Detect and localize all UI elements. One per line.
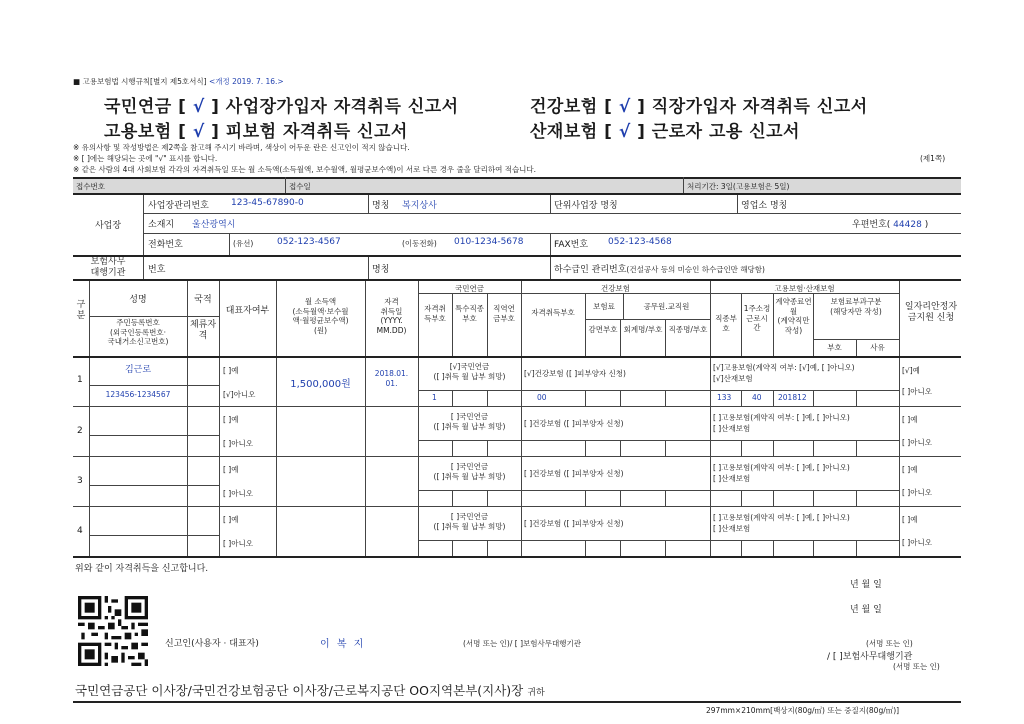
row-2-health-sub[interactable]: ([ ]피부양자 신청) <box>563 419 624 428</box>
row-2-pension-sub[interactable]: ([ ]취득 월 납부 희망) <box>433 422 506 431</box>
row-2-rep-yes[interactable]: [ ]예 <box>223 415 239 424</box>
row-3-rep-yes[interactable]: [ ]예 <box>223 465 239 474</box>
employment-check[interactable]: √ <box>192 122 205 142</box>
row-1-income[interactable]: 1,500,000원 <box>290 379 351 390</box>
col-h-code: 자격취득부호 <box>531 308 575 317</box>
row-1-support-no[interactable]: [ ]아니오 <box>902 387 932 396</box>
row-3-no: 3 <box>77 476 83 486</box>
revision-text: <개정 2019. 7. 16.> <box>208 77 284 86</box>
row-1-e-hours[interactable]: 40 <box>752 393 762 402</box>
col-rep: 대표자여부 <box>225 306 270 316</box>
row-1-acq-date-2: 01. <box>385 379 398 388</box>
row-4-support-no[interactable]: [ ]아니오 <box>902 538 932 547</box>
address-value[interactable]: 울산광역시 <box>192 220 236 230</box>
row-3-support-yes[interactable]: [ ]예 <box>902 465 918 474</box>
col-p-code: 자격취득부호 <box>424 304 446 323</box>
row-4-employ-sub[interactable]: (계약직 여부: [ ]예, [ ]아니오) <box>750 513 850 522</box>
col-employment: 고용보험·산재보험 <box>774 284 835 293</box>
workplace-name-label: 명칭 <box>372 201 390 211</box>
row-3-employ-check[interactable]: [ ]고용보험 <box>713 463 751 472</box>
postal-value[interactable]: 44428 <box>893 220 922 230</box>
note-1: ※ 유의사항 및 작성방법은 제2쪽을 참고해 주시기 바라며, 색상이 어두운 란은 신고인이 적지 않습니다. <box>73 143 410 152</box>
reporter-name[interactable]: 이 복 지 <box>320 639 366 650</box>
row-3-pension[interactable] <box>418 462 521 482</box>
health-check[interactable]: √ <box>618 97 631 117</box>
row-3-employ-sub[interactable]: (계약직 여부: [ ]예, [ ]아니오) <box>750 463 850 472</box>
addressee-suffix: 귀하 <box>527 688 545 698</box>
row-1-acq-date-1: 2018.01. <box>374 369 409 378</box>
row-3-pension-check[interactable]: [ ]국민연금 <box>450 462 489 471</box>
receipt-number-label: 접수번호 <box>76 182 105 191</box>
row-4-rep-no[interactable]: [ ]아니오 <box>223 539 253 548</box>
regulation-line <box>73 76 284 87</box>
col-e-contract-note: (계약직만작성) <box>777 316 810 335</box>
row-2-health-check[interactable]: [ ]건강보험 <box>524 419 562 428</box>
date-line-2[interactable]: 년 월 일 <box>850 605 882 615</box>
postal-close: ) <box>924 220 929 230</box>
row-1-accident-check[interactable]: [√]산재보험 <box>713 374 753 383</box>
row-2-support-yes[interactable]: [ ]예 <box>902 415 918 424</box>
title-employment <box>104 117 408 142</box>
col-h-teacher: 공무원.교직원 <box>643 302 690 311</box>
address-label: 소재지 <box>148 220 175 230</box>
branch-name-label: 영업소 명칭 <box>741 201 788 211</box>
row-1-pension-sub[interactable]: ([ ]취득 월 납부 희망) <box>433 372 506 381</box>
row-3-employ[interactable] <box>713 462 850 484</box>
col-pension: 국민연금 <box>455 284 484 293</box>
col-e-ins-title: 보험료부과구분 <box>830 297 882 306</box>
col-e-code: 부호 <box>827 343 842 352</box>
workplace-section-label: 사업장 <box>94 221 122 231</box>
agency-sign-1[interactable]: (서명 또는 인) <box>866 639 913 648</box>
fax-label: FAX번호 <box>554 240 589 250</box>
col-name: 성명 <box>129 295 147 305</box>
row-4-pension-check[interactable]: [ ]국민연금 <box>450 512 489 521</box>
title-health-rest: ] 직장가입자 자격취득 신고서 <box>637 97 868 117</box>
col-nationality: 국적 <box>194 295 212 305</box>
agency-name-label: 명칭 <box>372 265 390 275</box>
pension-check[interactable]: √ <box>192 97 205 117</box>
note-2: ※ [ ]에는 해당되는 곳에 "√" 표시를 합니다. <box>73 154 218 163</box>
row-1-name[interactable]: 김근로 <box>124 365 152 375</box>
row-2-rep-no[interactable]: [ ]아니오 <box>223 439 253 448</box>
row-4-accident-check[interactable]: [ ]산재보험 <box>713 524 751 533</box>
agency-number-label: 번호 <box>148 265 166 275</box>
row-4-health-sub[interactable]: ([ ]피부양자 신청) <box>563 519 624 528</box>
reporter-sign-note[interactable]: (서명 또는 인)/ [ ]보험사무대행기관 <box>463 639 581 648</box>
row-4-employ-check[interactable]: [ ]고용보험 <box>713 513 751 522</box>
row-3-rep-no[interactable]: [ ]아니오 <box>223 489 253 498</box>
row-4-health-check[interactable]: [ ]건강보험 <box>524 519 562 528</box>
agency-label <box>75 257 141 279</box>
mgmt-no-label: 사업장관리번호 <box>148 201 209 211</box>
col-e-ins-note: (해당자만 작성) <box>830 307 882 316</box>
title-health <box>530 92 868 117</box>
col-rrn-sub1: (외국인등록번호· <box>109 327 167 337</box>
row-3-pension-sub[interactable]: ([ ]취득 월 납부 희망) <box>433 472 506 481</box>
title-pension-label: 국민연금 [ <box>104 97 187 117</box>
row-2-no: 2 <box>77 426 83 436</box>
row-1-health[interactable] <box>524 368 626 379</box>
row-4-pension[interactable] <box>418 512 521 532</box>
row-4-health[interactable] <box>524 518 624 529</box>
row-1-no: 1 <box>77 375 83 385</box>
agency-label-1: 보험사무 <box>90 257 126 267</box>
col-e-hours: 1주소정근로시간 <box>743 304 771 332</box>
col-e-reason: 사유 <box>870 343 885 352</box>
processing-period: 처리기간: 3일(고용보험은 5일) <box>687 182 790 191</box>
row-1-h-code[interactable]: 00 <box>537 393 547 402</box>
receipt-bar <box>73 177 961 193</box>
reporter-label: 신고인(사용자 · 대표자) <box>165 639 259 649</box>
row-1-pension[interactable] <box>418 362 521 382</box>
col-gubun: 구분 <box>76 300 86 321</box>
title-health-label: 건강보험 [ <box>530 97 613 117</box>
title-employment-rest: ] 피보험 자격취득 신고서 <box>211 122 408 142</box>
workplace-name-value[interactable]: 복지상사 <box>402 201 437 211</box>
row-1-e-job[interactable]: 133 <box>717 393 732 402</box>
col-acq-4: MM.DD) <box>376 325 407 335</box>
col-acq-1: 자격 <box>384 297 399 306</box>
row-1-support-yes[interactable]: [√]예 <box>902 366 920 375</box>
date-line-1[interactable]: 년 월 일 <box>850 580 882 590</box>
row-1-e-contract[interactable]: 201812 <box>778 393 807 402</box>
row-1-health-check[interactable]: [√]건강보험 <box>524 369 564 378</box>
col-e-contract-title: 계약종료연월 <box>775 297 812 316</box>
unit-workplace-label: 단위사업장 명칭 <box>554 201 618 211</box>
row-2-pension[interactable] <box>418 412 521 432</box>
col-acq-2: 취득일 <box>380 306 403 316</box>
col-acq-date <box>365 297 418 335</box>
row-1-rep-no[interactable]: [√]아니오 <box>223 390 256 399</box>
row-3-health-sub[interactable]: ([ ]피부양자 신청) <box>563 469 624 478</box>
row-1-rep-yes[interactable]: [ ]예 <box>223 366 239 375</box>
col-e-contract <box>775 297 812 335</box>
row-1-health-sub[interactable]: ([ ]피부양자 신청) <box>566 369 626 378</box>
row-2-employ-sub[interactable]: (계약직 여부: [ ]예, [ ]아니오) <box>750 413 850 422</box>
addressee-text: 국민연금공단 이사장/국민건강보험공단 이사장/근로복지공단 OO지역본부(지사)장 <box>75 683 524 698</box>
phone-label: 전화번호 <box>148 240 183 250</box>
receipt-date-label: 접수일 <box>289 182 311 191</box>
addressee-line <box>75 681 545 699</box>
row-4-employ[interactable] <box>713 512 850 534</box>
col-h-ins: 보험료 <box>593 302 615 311</box>
row-4-no: 4 <box>77 526 83 536</box>
paper-spec: 297mm×210mm[백상지(80g/㎡) 또는 중질지(80g/㎡)] <box>706 706 900 715</box>
row-2-health[interactable] <box>524 418 624 429</box>
row-2-support-no[interactable]: [ ]아니오 <box>902 438 932 447</box>
qr-code-icon <box>78 596 148 666</box>
col-h-jobname: 직종명/부호 <box>668 325 708 334</box>
col-acq-3: (YYYY. <box>380 316 403 325</box>
row-3-support-no[interactable]: [ ]아니오 <box>902 488 932 497</box>
col-rrn-sub2: 국내거소신고번호) <box>107 337 169 346</box>
row-2-accident-check[interactable]: [ ]산재보험 <box>713 424 751 433</box>
postal-label-text: 우편번호( <box>852 220 891 230</box>
row-1-pension-check[interactable]: [√]국민연금 <box>449 362 490 371</box>
note-3: ※ 같은 사람의 4대 사회보험 각각의 자격취득일 또는 월 소득액(소득월액, 보수월액, 월평균보수액)이 서로 다른 경우 줄을 달리하여 적습니다. <box>73 165 537 174</box>
col-p-job: 직역연금부호 <box>493 304 515 323</box>
col-p-special: 특수직종부호 <box>455 304 484 323</box>
title-pension-rest: ] 사업장가입자 자격취득 신고서 <box>211 97 459 117</box>
title-pension <box>104 92 459 117</box>
fax-value[interactable]: 052-123-4568 <box>608 237 672 247</box>
col-job-support: 일자리안정자금지원 신청 <box>904 302 958 323</box>
mgmt-no-value[interactable]: 123-45-67890-0 <box>231 198 304 208</box>
agency-label-2: 대행기관 <box>90 268 126 278</box>
col-income-1: 월 소득액 <box>304 297 337 306</box>
col-h-reduce: 감면부호 <box>588 325 618 334</box>
subcontract-label-text: 하수급인 관리번호 <box>554 265 627 275</box>
row-4-support-yes[interactable]: [ ]예 <box>902 515 918 524</box>
row-1-employ-check[interactable]: [√]고용보험 <box>713 363 753 372</box>
col-income-4: (원) <box>313 325 328 335</box>
landline-value[interactable]: 052-123-4567 <box>277 237 341 247</box>
row-1-rrn[interactable]: 123456-1234567 <box>105 390 171 399</box>
accident-check[interactable]: √ <box>618 122 631 142</box>
page-number: (제1쪽) <box>920 154 946 163</box>
row-1-p-code[interactable]: 1 <box>432 393 437 402</box>
row-1-employ[interactable] <box>713 362 855 384</box>
col-rrn-title: 주민등록번호 <box>116 318 160 327</box>
agency-sign-3[interactable]: (서명 또는 인) <box>893 662 940 671</box>
row-2-pension-check[interactable]: [ ]국민연금 <box>450 412 489 421</box>
row-3-health-check[interactable]: [ ]건강보험 <box>524 469 562 478</box>
col-income <box>276 297 365 335</box>
col-income-3: 액·월평균보수액) <box>292 316 349 325</box>
col-h-acct: 회계명/부호 <box>623 325 663 334</box>
row-1-employ-sub[interactable]: (계약직 여부: [√]예, [ ]아니오) <box>752 363 855 372</box>
mobile-label: (이동전화) <box>402 239 437 248</box>
declaration-text: 위와 같이 자격취득을 신고합니다. <box>75 564 209 574</box>
title-accident-label: 산재보험 [ <box>530 122 613 142</box>
title-accident-rest: ] 근로자 고용 신고서 <box>637 122 800 142</box>
mobile-value[interactable]: 010-1234-5678 <box>454 237 524 247</box>
col-rrn <box>89 318 187 347</box>
col-income-2: (소득월액·보수월 <box>292 306 349 316</box>
postal-label <box>852 217 928 230</box>
title-employment-label: 고용보험 [ <box>104 122 187 142</box>
title-accident <box>530 117 800 142</box>
row-2-employ-check[interactable]: [ ]고용보험 <box>713 413 751 422</box>
col-e-ins <box>813 297 899 317</box>
col-health: 건강보험 <box>601 284 630 293</box>
landline-label: (유선) <box>233 239 254 248</box>
subcontract-note: (건설공사 등의 미승인 하수급인만 해당함) <box>626 265 765 274</box>
row-4-rep-yes[interactable]: [ ]예 <box>223 515 239 524</box>
row-3-health[interactable] <box>524 468 624 479</box>
col-stay: 체류자격 <box>189 320 217 341</box>
row-3-accident-check[interactable]: [ ]산재보험 <box>713 474 751 483</box>
subcontract-label <box>554 262 765 275</box>
agency-sign-2[interactable]: / [ ]보험사무대행기관 <box>827 652 913 662</box>
row-4-pension-sub[interactable]: ([ ]취득 월 납부 희망) <box>433 522 506 531</box>
row-1-acq-date[interactable] <box>365 369 418 389</box>
row-2-employ[interactable] <box>713 412 850 434</box>
regulation-text: ■ 고용보험법 시행규칙[별지 제5호서식] <box>73 77 207 86</box>
col-e-job: 직종부호 <box>715 314 737 333</box>
